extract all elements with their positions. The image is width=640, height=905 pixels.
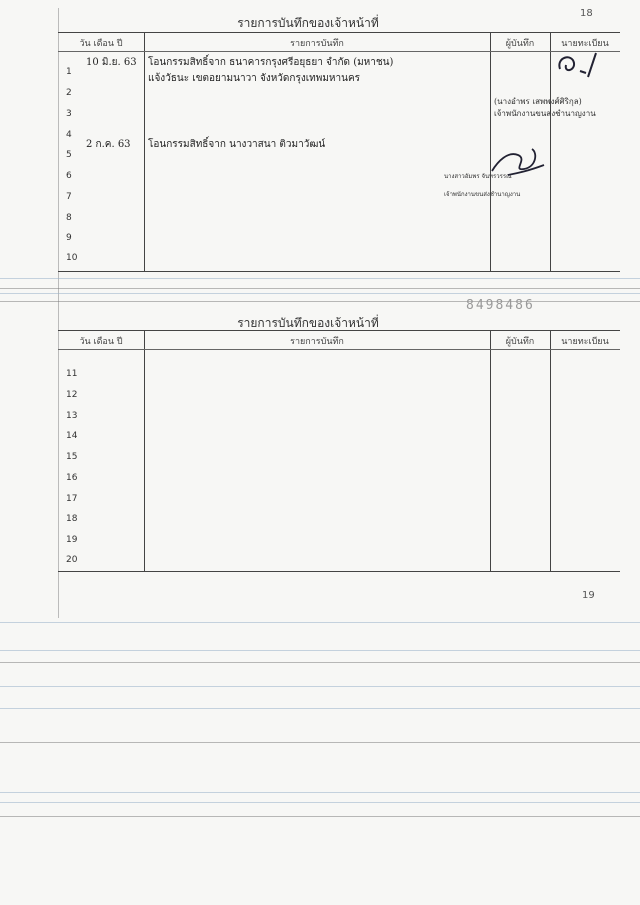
row-number: 15 <box>66 452 78 462</box>
column-divider <box>490 331 491 571</box>
row-number: 19 <box>66 535 78 545</box>
scan-line <box>0 622 640 623</box>
records-table-top <box>58 32 620 272</box>
entry-date: 10 มิ.ย. 63 <box>86 57 137 68</box>
column-divider <box>550 331 551 571</box>
row-number: 18 <box>66 514 78 524</box>
entry-text-continued: แจ้งวัธนะ เขตอยามนาวา จังหวัดกรุงเทพมหานคร <box>148 73 361 84</box>
row-number: 2 <box>66 88 72 98</box>
header-record: รายการบันทึก <box>290 39 344 49</box>
officer-name: (นางอำพร เสพพงศ์ศิริกุล) <box>494 97 582 106</box>
header-registrar: นายทะเบียน <box>561 39 609 49</box>
header-date: วัน เดือน ปี <box>79 337 123 347</box>
row-number: 4 <box>66 130 72 140</box>
scan-line <box>0 742 640 743</box>
header-recorder: ผู้บันทึก <box>505 337 535 347</box>
scan-line <box>0 293 640 294</box>
header-record: รายการบันทึก <box>290 337 344 347</box>
section-title-top: รายการบันทึกของเจ้าหน้าที่ <box>237 16 379 30</box>
officer-title: เจ้าพนักงานขนส่งชำนาญงาน <box>494 109 596 118</box>
row-number: 10 <box>66 253 78 263</box>
scan-line <box>0 288 640 289</box>
scan-line <box>0 301 640 302</box>
officer-name: นางสาวอัมพร จันทรวรรณ <box>444 173 512 180</box>
scan-line <box>0 802 640 803</box>
header-registrar: นายทะเบียน <box>561 337 609 347</box>
entry-text: โอนกรรมสิทธิ์จาก นางวาสนา ติวมาวัฒน์ <box>148 139 326 150</box>
row-number: 3 <box>66 109 72 119</box>
row-number: 11 <box>66 369 78 379</box>
row-number: 6 <box>66 171 72 181</box>
scan-line <box>0 708 640 709</box>
scan-line <box>0 686 640 687</box>
row-number: 16 <box>66 473 78 483</box>
header-date: วัน เดือน ปี <box>79 39 123 49</box>
scan-line <box>0 792 640 793</box>
row-number: 17 <box>66 494 78 504</box>
page-number-bottom: 19 <box>582 590 595 601</box>
officer-title: เจ้าพนักงานขนส่งชำนาญงาน <box>444 191 521 198</box>
section-title-bottom: รายการบันทึกของเจ้าหน้าที่ <box>237 316 379 330</box>
entry-text: โอนกรรมสิทธิ์จาก ธนาคารกรุงศรีอยุธยา จำกัด (มหาชน) <box>148 57 394 68</box>
column-divider <box>144 33 145 271</box>
column-divider <box>144 331 145 571</box>
row-number: 8 <box>66 213 72 223</box>
records-table-bottom <box>58 330 620 572</box>
column-divider <box>550 33 551 271</box>
row-number: 14 <box>66 431 78 441</box>
row-number: 5 <box>66 150 72 160</box>
scan-line <box>0 650 640 651</box>
entry-date: 2 ก.ค. 63 <box>86 139 131 150</box>
row-number: 13 <box>66 411 78 421</box>
table-header <box>58 331 620 350</box>
row-number: 7 <box>66 192 72 202</box>
page-number-top: 18 <box>580 8 593 19</box>
scan-line <box>0 278 640 279</box>
table-header <box>58 33 620 52</box>
registrar-signature <box>552 47 616 83</box>
row-number: 20 <box>66 555 78 565</box>
row-number: 9 <box>66 233 72 243</box>
row-number: 1 <box>66 67 72 77</box>
officer-signature <box>488 141 548 181</box>
scan-line <box>0 816 640 817</box>
scan-line <box>0 662 640 663</box>
stamp-number: 8498486 <box>466 298 535 313</box>
header-recorder: ผู้บันทึก <box>505 39 535 49</box>
row-number: 12 <box>66 390 78 400</box>
